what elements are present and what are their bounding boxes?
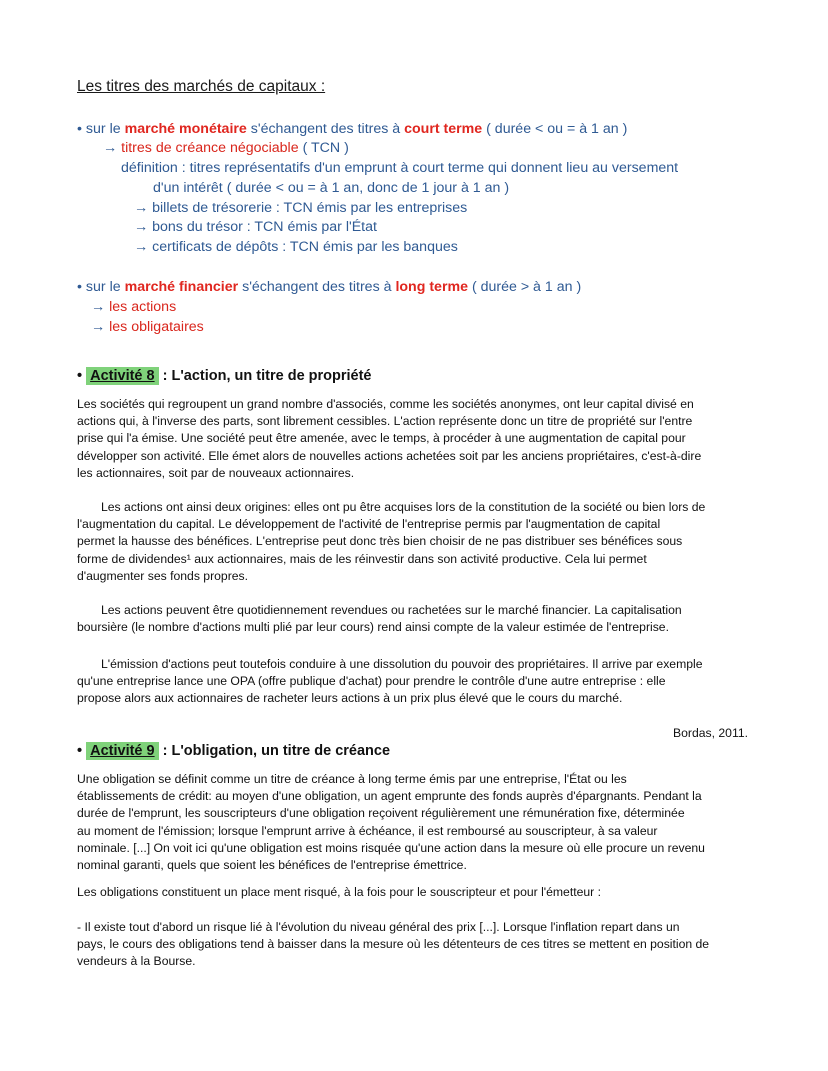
- activity-9-label: Activité 9: [86, 742, 158, 760]
- financial-market-term: marché financier: [124, 279, 239, 295]
- page-title: Les titres des marchés de capitaux :: [77, 78, 326, 95]
- arrow-icon: →: [91, 319, 106, 335]
- text-line: pays, le cours des obligations tend à baisser dans la mesure où les détenteurs de ces titres se mettent en position de: [77, 937, 710, 952]
- activity-8-paragraph-1: [77, 396, 755, 482]
- bullet: •: [77, 743, 83, 759]
- money-market-pre: sur le: [85, 121, 121, 137]
- tcn-definition-line-2: d'un intérêt ( durée < ou = à 1 an, donc de 1 jour à 1 an ): [153, 180, 510, 196]
- activity-8-paragraph-4: [77, 656, 755, 708]
- text-line: boursière (le nombre d'actions multi plié par leur cours) rend ainsi compte de la valeur estimée de l'entreprise.: [77, 620, 669, 635]
- text-line: forme de dividendes¹ aux actionnaires, mais de les réinvestir dans son activité productive. Cela lui permet: [77, 551, 647, 566]
- text-line: Les sociétés qui regroupent un grand nombre d'associés, comme les sociétés anonymes, ont leur capital divisé en: [77, 397, 694, 411]
- text-line: permet la hausse des bénéfices. L'entreprise peut donc très bien choisir de ne pas distribuer ses bénéfices sous: [77, 534, 683, 549]
- text-line: nominale. [...] On voit ici qu'une obligation est moins risquée qu'une action dans la mesure où elle procure un revenu: [77, 840, 705, 855]
- activity-8-label: Activité 8: [86, 367, 158, 385]
- activity-9-paragraph-1: [77, 771, 755, 874]
- text-line: au moment de l'émission; lorsque l'emprunt arrive à échéance, il est remboursé au souscripteur, à sa valeur: [77, 823, 658, 838]
- money-market-post: ( durée < ou = à 1 an ): [486, 121, 628, 137]
- financial-market-post: ( durée > à 1 an ): [471, 279, 582, 295]
- short-term-term: court terme: [404, 121, 483, 137]
- bullet: •: [77, 368, 83, 384]
- text-line: développer son activité. Elle émet alors de nouvelles actions achetées soit par les anciens propriétaires, c'est-à-dire: [77, 448, 702, 463]
- bullet: •: [77, 279, 82, 295]
- tcn-item: → billets de trésorerie : TCN émis par les entreprises: [134, 200, 468, 216]
- activity-9-title: : L'obligation, un titre de créance: [162, 743, 391, 759]
- text-line: les actionnaires, soit par de nouveaux actionnaires.: [77, 465, 355, 480]
- arrow-icon: →: [103, 140, 118, 156]
- text-line: qu'une entreprise lance une OPA (offre publique d'achat) pour prendre le contrôle d'une autre entreprise : elle: [77, 674, 666, 689]
- plan-financial-market-line: [77, 279, 581, 295]
- money-market-term: marché monétaire: [124, 121, 247, 137]
- text-line: d'augmenter ses fonds propres.: [77, 568, 249, 583]
- text-line: l'augmentation du capital. Le développement de l'activité de l'entreprise permis par l'augmentation de capital: [77, 517, 661, 532]
- text-line: vendeurs à la Bourse.: [77, 954, 196, 969]
- tcn-definition-line-1: définition : titres représentatifs d'un emprunt à court terme qui donnent lieu au versement: [121, 160, 679, 176]
- activity-9-paragraph-3: [77, 919, 755, 971]
- text-line: nominal garanti, quels que soient les bénéfices de l'entreprise émettrice.: [77, 858, 467, 873]
- long-term-term: long terme: [395, 279, 468, 295]
- plan-money-market-line: [77, 121, 627, 137]
- text-line: durée de l'emprunt, les souscripteurs d'une obligation reçoivent régulièrement une rémunération fixe, déterminée: [77, 806, 685, 821]
- financial-market-pre: sur le: [85, 279, 121, 295]
- text-line: Les obligations constituent un place ment risqué, à la fois pour le souscripteur et pour l'émetteur :: [77, 885, 601, 899]
- arrow-icon: →: [91, 299, 106, 315]
- activity-8-title: : L'action, un titre de propriété: [162, 368, 372, 384]
- text-line: Une obligation se définit comme un titre de créance à long terme émis par une entreprise, l'État ou les: [77, 772, 627, 786]
- activity-9-paragraph-2: [77, 884, 755, 901]
- financial-item-label: les obligataires: [109, 319, 204, 335]
- financial-market-mid: s'échangent des titres à: [242, 279, 392, 295]
- financial-item: [91, 319, 204, 335]
- text-line: Les actions peuvent être quotidiennement revendues ou rachetées sur le marché financier. La capitalisation: [101, 603, 682, 617]
- text-line: actions qui, à l'inverse des parts, sont librement cessibles. L'action représente donc un titre de propriété sur l'entre: [77, 414, 693, 429]
- source-citation: Bordas, 2011.: [673, 726, 748, 740]
- tcn-abbrev: ( TCN ): [302, 140, 349, 156]
- tcn-item: → certificats de dépôts : TCN émis par les banques: [134, 239, 458, 255]
- tcn-item: → bons du trésor : TCN émis par l'État: [134, 219, 377, 235]
- bullet: •: [77, 121, 82, 137]
- text-line: - Il existe tout d'abord un risque lié à l'évolution du niveau général des prix [...]. Lorsque l'inflation repart dans un: [77, 920, 680, 934]
- text-line: établissements de crédit: au moyen d'une obligation, un agent emprunte des fonds auprès d'épargnants. Pendant la: [77, 789, 702, 804]
- activity-8-paragraph-2: [77, 499, 755, 585]
- financial-item-label: les actions: [109, 299, 177, 315]
- tcn-label: titres de créance négociable: [121, 140, 299, 156]
- money-market-mid: s'échangent des titres à: [250, 121, 401, 137]
- activity-8-paragraph-3: [77, 602, 755, 636]
- activity-8-heading: [77, 368, 372, 384]
- text-line: L'émission d'actions peut toutefois conduire à une dissolution du pouvoir des propriétaires. Il arrive par exemple: [101, 657, 703, 671]
- tcn-line: [103, 140, 349, 156]
- text-line: prise qui l'a émise. Une société peut être amenée, avec le temps, à procéder à une augmentation de capital pour: [77, 431, 686, 446]
- activity-9-heading: [77, 743, 390, 759]
- text-line: Les actions ont ainsi deux origines: elles ont pu être acquises lors de la constitution de la société ou bien lors de: [101, 500, 706, 514]
- text-line: propose alors aux actionnaires de racheter leurs actions à un prix plus élevé que le cours du marché.: [77, 691, 623, 706]
- financial-item: [91, 299, 176, 315]
